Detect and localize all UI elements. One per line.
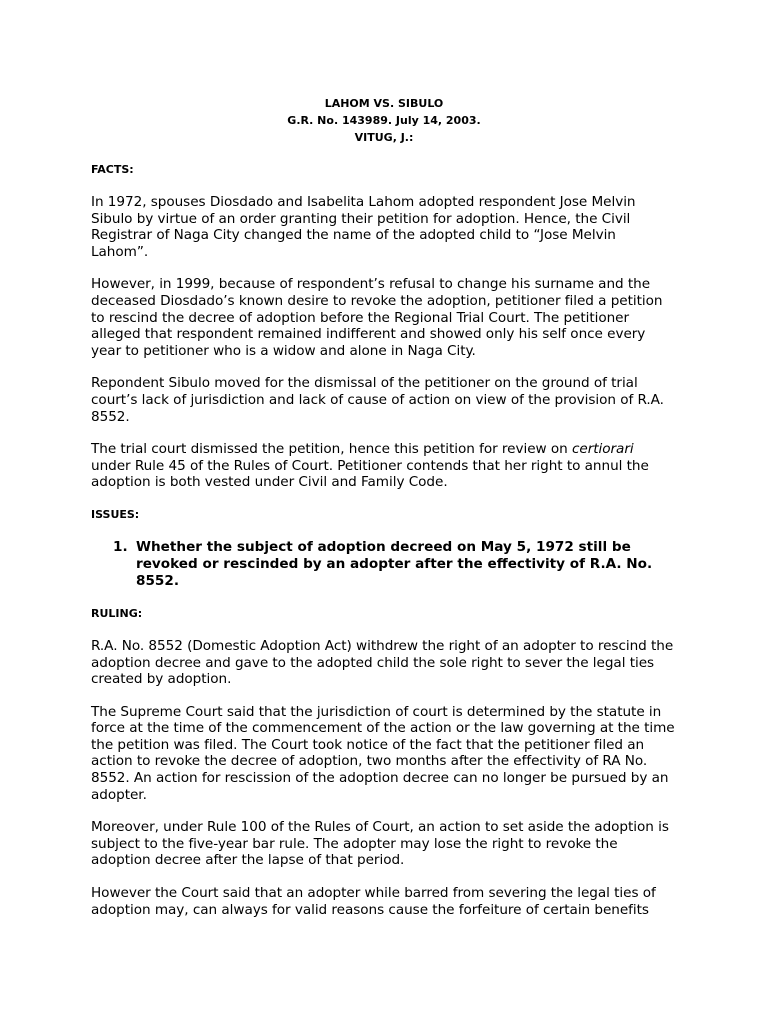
ruling-paragraph-3: Moreover, under Rule 100 of the Rules of Court, an action to set aside the adoption is subject to the five-year bar rule. The adopter may lose the right to revoke the adoption decree after the lapse of that period.	[91, 819, 669, 869]
case-ponente: VITUG, J.:	[354, 131, 414, 144]
case-title: LAHOM VS. SIBULO	[324, 97, 444, 110]
case-citation: G.R. No. 143989. July 14, 2003.	[287, 114, 481, 127]
facts-heading: FACTS:	[91, 163, 134, 176]
issue-item	[91, 539, 677, 590]
ruling-paragraph-1: R.A. No. 8552 (Domestic Adoption Act) withdrew the right of an adopter to rescind the adoption decree and gave to the adopted child the sole right to sever the legal ties created by adoption.	[91, 637, 674, 688]
issues-list	[91, 539, 677, 590]
ruling-paragraph-2: The Supreme Court said that the jurisdiction of court is determined by the statute in force at the time of the commencement of the action or the law governing at the time the petition was filed. The Court took notice of the fact that the petitioner filed an action to revoke the decree of adoption, two months after the effectivity of RA No. 8552. An action for rescission of the adoption decree can no longer be pursued by an adopter.	[91, 703, 675, 803]
issue-text: Whether the subject of adoption decreed on May 5, 1972 still be revoked or rescinded by an adopter after the effectivity of R.A. No. 8552.	[136, 538, 653, 589]
facts-paragraph-3: Repondent Sibulo moved for the dismissal of the petitioner on the ground of trial court’s lack of jurisdiction and lack of cause of action on view of the provision of R.A. 8552.	[91, 375, 664, 425]
facts-p4-text-end: under Rule 45 of the Rules of Court. Petitioner contends that her right to annul the adoption is both vested under Civil and Family Code.	[91, 457, 649, 491]
facts-p4-text-start: The trial court dismissed the petition, hence this petition for review on	[91, 441, 572, 458]
document-body	[91, 95, 677, 934]
facts-paragraph-2: However, in 1999, because of respondent’s refusal to change his surname and the deceased Diosdado’s known desire to revoke the adoption, petitioner filed a petition to rescind the decree of adoption before the Regional Trial Court. The petitioner alleged that respondent remained indifferent and showed only his self once every year to petitioner who is a widow and alone in Naga City.	[91, 276, 663, 359]
facts-paragraph-4	[91, 441, 677, 491]
case-header	[91, 95, 677, 146]
ruling-heading: RULING:	[91, 606, 143, 620]
certiorari-term: certiorari	[571, 441, 634, 458]
ruling-paragraph-4: However the Court said that an adopter while barred from severing the legal ties of adoption may, can always for valid reasons cause the forfeiture of certain benefits	[91, 885, 656, 918]
facts-paragraph-1: In 1972, spouses Diosdado and Isabelita Lahom adopted respondent Jose Melvin Sibulo by virtue of an order granting their petition for adoption. Hence, the Civil Registrar of Naga City changed the name of the adopted child to “Jose Melvin Lahom”.	[91, 194, 636, 260]
issues-heading: ISSUES:	[91, 507, 140, 521]
issue-number: 1.	[113, 538, 128, 555]
